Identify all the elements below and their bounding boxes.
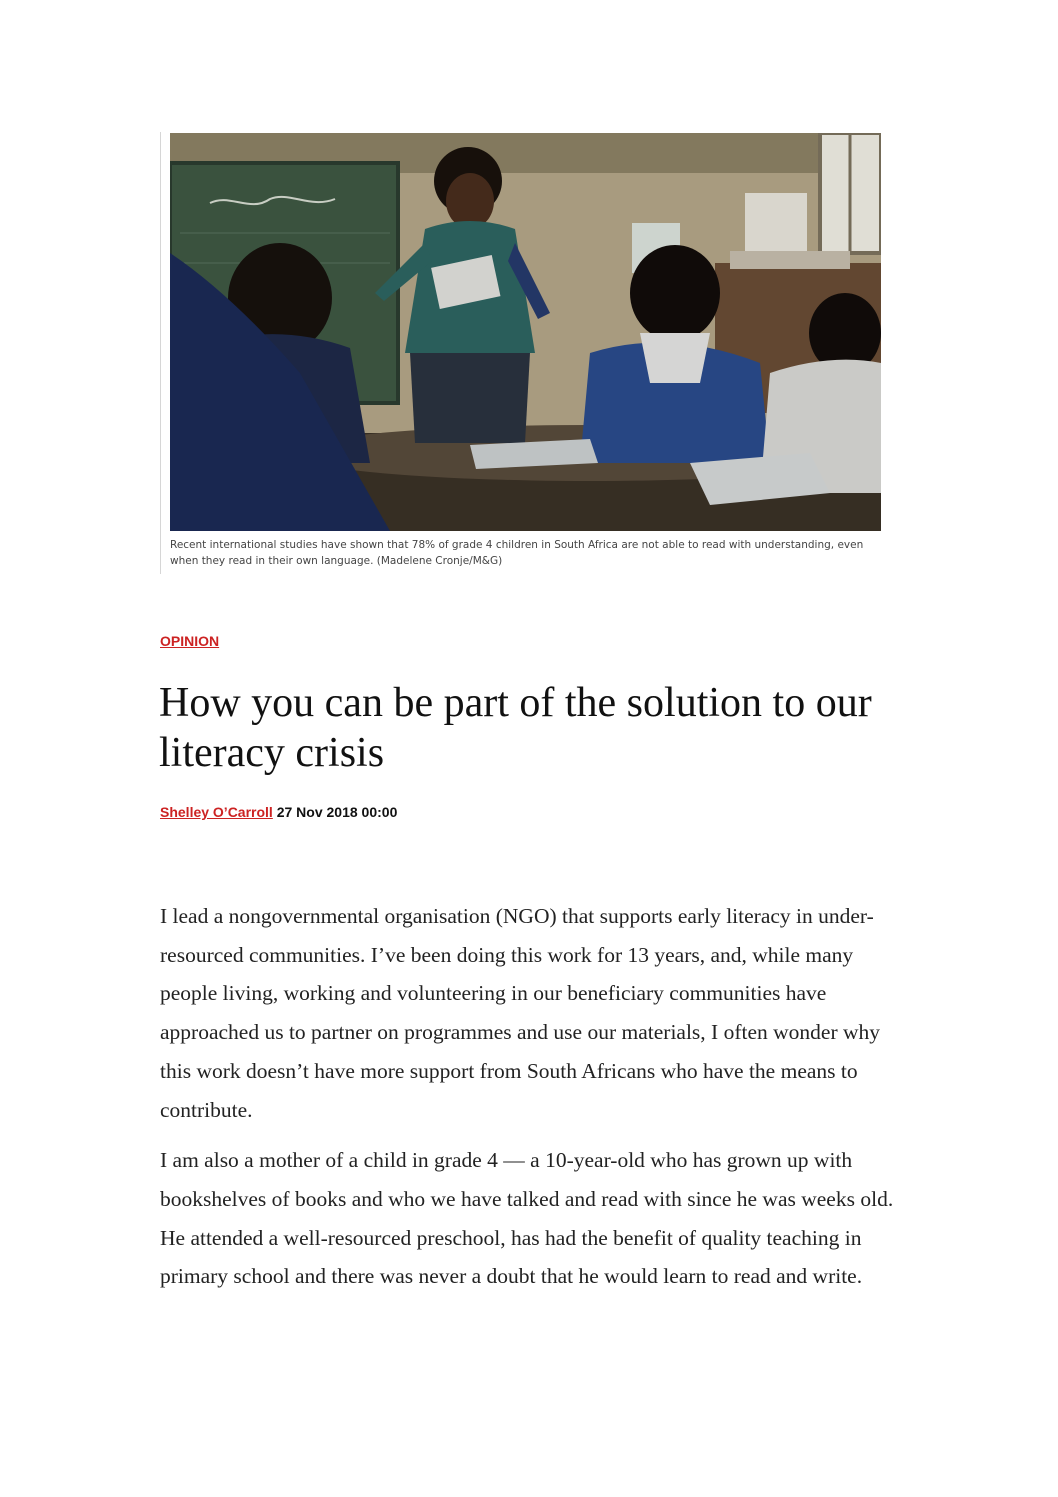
section-link[interactable]: OPINION [160, 633, 220, 649]
byline [160, 804, 397, 820]
publish-date: 27 Nov 2018 00:00 [276, 804, 398, 820]
classroom-illustration [170, 133, 881, 531]
article-body [160, 897, 905, 1308]
figure-rule [160, 132, 161, 574]
article-title: How you can be part of the solution to our literacy crisis [159, 680, 872, 776]
author-link[interactable]: Shelley O’Carroll [160, 804, 273, 820]
photo-caption: Recent international studies have shown that 78% of grade 4 children in South Africa are not able to read with understanding, even when they read in their own language. (Madelene Cronje/M&G) [170, 539, 864, 567]
classroom-photo [170, 133, 881, 531]
paragraph: I am also a mother of a child in grade 4 — a 10-year-old who has grown up with bookshelves of books and who we have talked and read with since he was weeks old. He attended a well-resourced preschool, has had the benefit of quality teaching in primary school and there was never a doubt that he would learn to read and write. [160, 1148, 894, 1289]
paragraph: I lead a nongovernmental organisation (NGO) that supports early literacy in under-resourced communities. I’ve been doing this work for 13 years, and, while many people living, working and volunteering in our beneficiary communities have approached us to partner on programmes and use our materials, I often wonder why this work doesn’t have more support from South Africans who have the means to contribute. [160, 904, 881, 1122]
